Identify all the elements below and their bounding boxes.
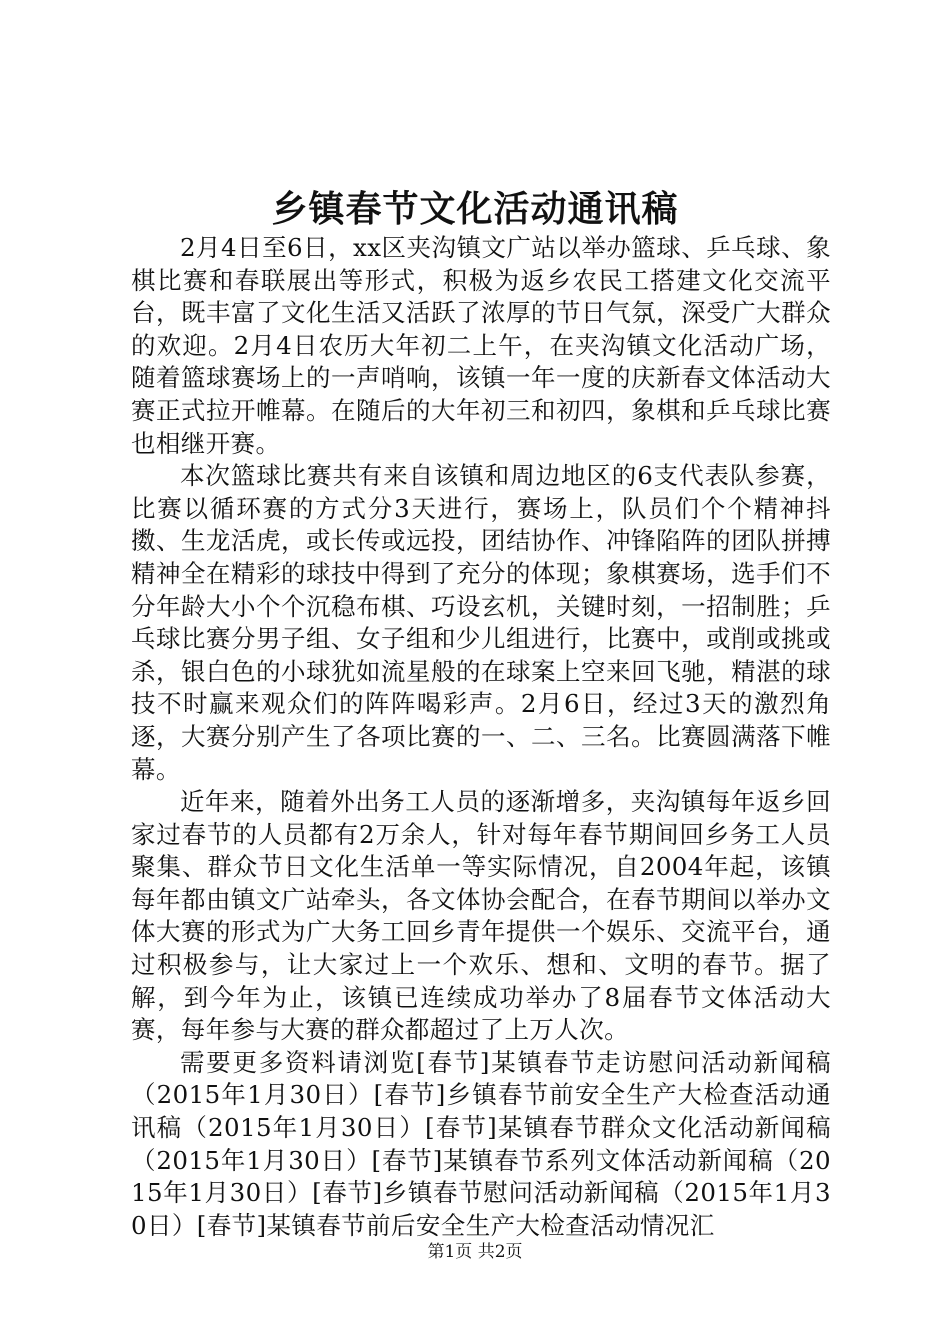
paragraph-1: 2月4日至6日，xx区夹沟镇文广站以举办篮球、乒乓球、象棋比赛和春联展出等形式，积极为返乡农民工搭建文化交流平台，既丰富了文化生活又活跃了浓厚的节日气氛，深受广大群众的欢迎。2月4日农历大年初二上午，在夹沟镇文化活动广场，随着篮球赛场上的一声哨响，该镇一年一度的庆新春文体活动大赛正式拉开帷幕。在随后的大年初三和初四，象棋和乒乓球比赛也相继开赛。 xyxy=(131,233,831,458)
page-footer: 第1页 共2页 xyxy=(427,1242,523,1262)
document-body xyxy=(131,232,831,1242)
paragraph-4: 需要更多资料请浏览[春节]某镇春节走访慰问活动新闻稿（2015年1月30日）[春节]乡镇春节前安全生产大检查活动通讯稿（2015年1月30日）[春节]某镇春节群众文化活动新闻稿（2015年1月30日）[春节]某镇春节系列文体活动新闻稿（2015年1月30日）[春节]乡镇春节慰问活动新闻稿（2015年1月30日）[春节]某镇春节前后安全生产大检查活动情况汇 xyxy=(131,1047,831,1240)
document-title: 乡镇春节文化活动通讯稿 xyxy=(271,188,679,230)
paragraph-2: 本次篮球比赛共有来自该镇和周边地区的6支代表队参赛，比赛以循环赛的方式分3天进行，赛场上，队员们个个精神抖擞、生龙活虎，或长传或远投，团结协作、冲锋陷阵的团队拼搏精神全在精彩的球技中得到了充分的体现；象棋赛场，选手们不分年龄大小个个沉稳布棋、巧设玄机，关键时刻，一招制胜；乒乓球比赛分男子组、女子组和少儿组进行，比赛中，或削或挑或杀，银白色的小球犹如流星般的在球案上空来回飞驰，精湛的球技不时赢来观众们的阵阵喝彩声。2月6日，经过3天的激烈角逐，大赛分别产生了各项比赛的一、二、三名。比赛圆满落下帷幕。 xyxy=(131,461,831,784)
paragraph-3: 近年来，随着外出务工人员的逐渐增多，夹沟镇每年返乡回家过春节的人员都有2万余人，针对每年春节期间回乡务工人员聚集、群众节日文化生活单一等实际情况，自2004年起，该镇每年都由镇文广站牵头，各文体协会配合，在春节期间以举办文体大赛的形式为广大务工回乡青年提供一个娱乐、交流平台，通过积极参与，让大家过上一个欢乐、想和、文明的春节。据了解，到今年为止，该镇已连续成功举办了8届春节文体活动大赛，每年参与大赛的群众都超过了上万人次。 xyxy=(131,787,831,1045)
